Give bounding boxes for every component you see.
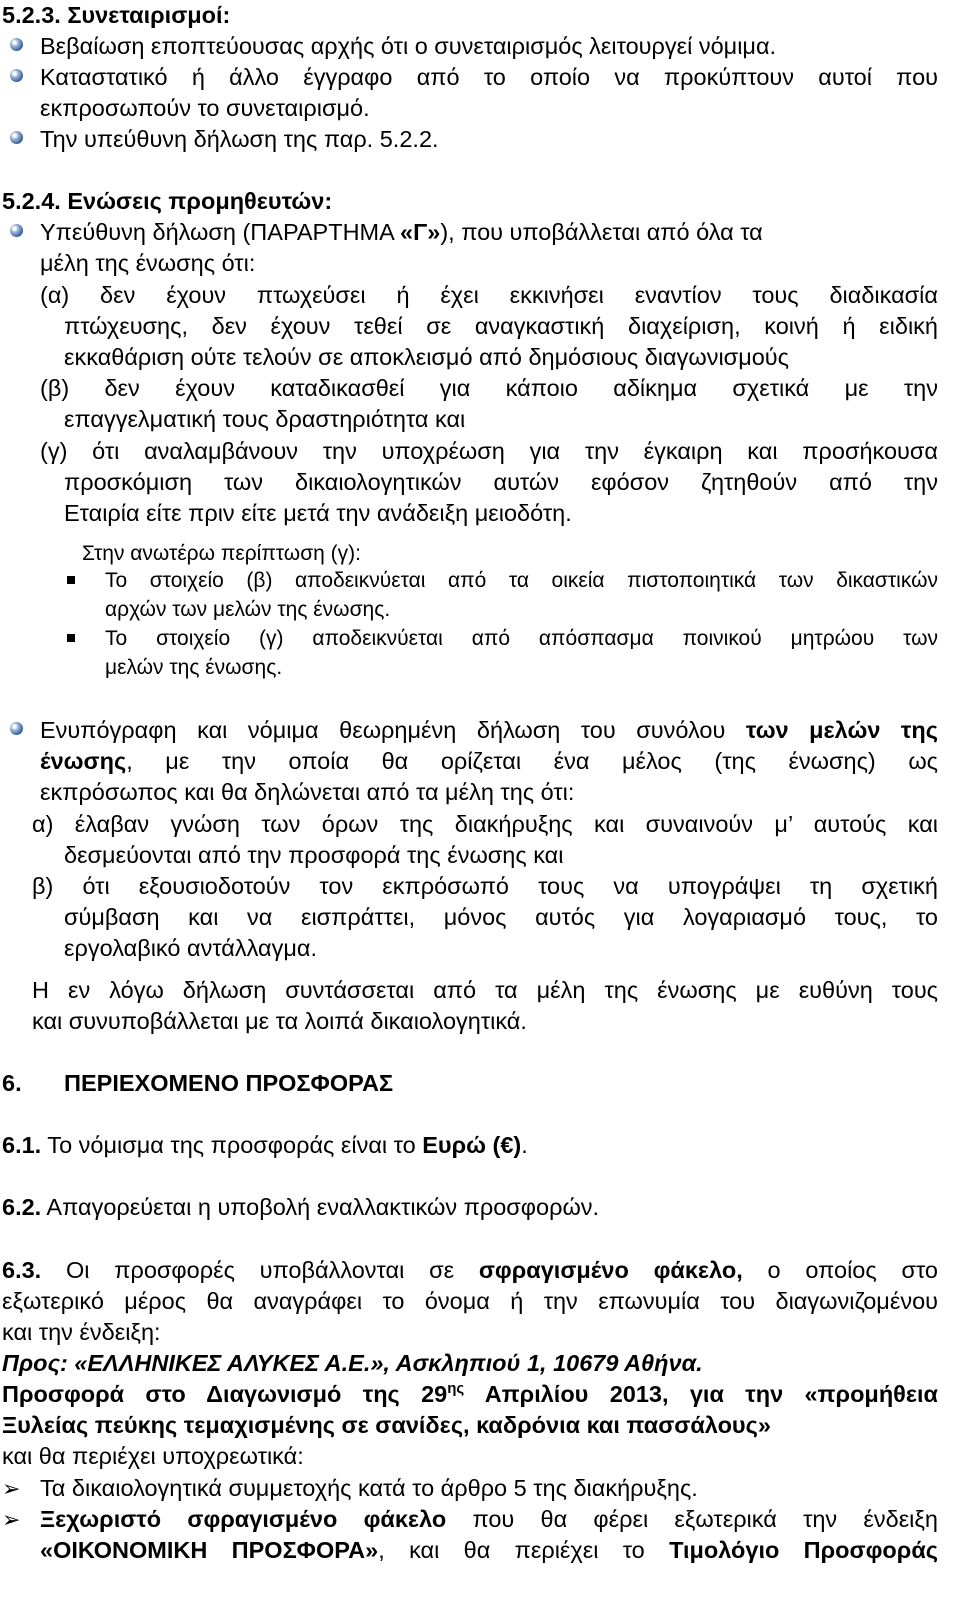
condition-b-cont: επαγγελματική τους δραστηριότητα και (64, 406, 466, 432)
paragraph-6-2: 6.2. Απαγορεύεται η υποβολή εναλλακτικών προσφορών. (2, 1194, 600, 1220)
bullet-icon (10, 131, 23, 144)
condition-a-cont: εκκαθάριση ούτε τελούν σε αποκλεισμό από δημόσιους διαγωνισμούς (64, 344, 789, 370)
condition-c-cont: προσκόμιση των δικαιολογητικών αυτών εφόσον ζητηθούν από την (64, 469, 938, 495)
square-bullet-icon (67, 576, 75, 584)
paragraph-6-3-cont: και την ένδειξη: (2, 1319, 161, 1345)
list-item-continuation: αρχών των μελών της ένωσης. (105, 598, 391, 621)
note-paragraph: Η εν λόγω δήλωση συντάσσεται από τα μέλη της ένωσης με ευθύνη τους (32, 977, 938, 1003)
bullet-icon (10, 69, 23, 82)
bullet-icon (10, 38, 23, 51)
section-title-6: ΠΕΡΙΕΧΟΜΕΝΟ ΠΡΟΣΦΟΡΑΣ (64, 1070, 394, 1096)
list-item-continuation: μελών της ένωσης. (105, 656, 283, 679)
declaration-b-cont: σύμβαση και να εισπράττει, μόνος αυτός για λογαριασμό τους, το (64, 904, 938, 930)
offer-contents-intro: και θα περιέχει υποχρεωτικά: (2, 1443, 304, 1469)
bullet-icon (10, 722, 23, 735)
declaration-a-cont: δεσμεύονται από την προσφορά της ένωσης και (64, 842, 564, 868)
address-line: Προς: «ΕΛΛΗΝΙΚΕΣ ΑΛΥΚΕΣ Α.Ε.», Ασκληπιού 1, 10679 Αθήνα. (2, 1350, 703, 1376)
declaration-a: α) έλαβαν γνώση των όρων της διακήρυξης και συναινούν μ’ αυτούς και (32, 811, 938, 837)
condition-a-cont: πτώχευσης, δεν έχουν τεθεί σε αναγκαστική διαχείριση, κοινή ή ειδική (64, 313, 938, 339)
offer-title: Προσφορά στο Διαγωνισμό της $29^{\eta\varsigma}$ Απριλίου 2013, για την «προμήθεια (2, 1380, 938, 1407)
case-intro: Στην ανωτέρω περίπτωση (γ): (82, 542, 361, 565)
list-item: Καταστατικό ή άλλο έγγραφο από το οποίο να προκύπτουν αυτοί που (40, 64, 938, 90)
list-item-continuation: ένωσης, με την οποία θα ορίζεται ένα μέλος (της ένωσης) ως (40, 748, 938, 774)
arrow-bullet-icon: ➢ (2, 1507, 21, 1532)
section-number-6: 6. (2, 1070, 22, 1096)
list-item: Το στοιχείο (β) αποδεικνύεται από τα οικεία πιστοποιητικά των δικαστικών (105, 569, 938, 592)
condition-a: (α) δεν έχουν πτωχεύσει ή έχει εκκινήσει εναντίον τους διαδικασία (40, 282, 938, 308)
list-item: Τα δικαιολογητικά συμμετοχής κατά το άρθρο 5 της διακήρυξης. (40, 1475, 698, 1501)
condition-c: (γ) ότι αναλαμβάνουν την υποχρέωση για την έγκαιρη και προσήκουσα (40, 438, 938, 464)
list-item-continuation: «ΟΙΚΟΝΟΜΙΚΗ ΠΡΟΣΦΟΡΑ», και θα περιέχει το Τιμολόγιο Προσφοράς (40, 1537, 938, 1563)
list-item: Βεβαίωση εποπτεύουσας αρχής ότι ο συνεταιρισμός λειτουργεί νόμιμα. (40, 33, 777, 59)
list-item: Ξεχωριστό σφραγισμένο φάκελο που θα φέρει εξωτερικά την ένδειξη (40, 1506, 938, 1532)
section-heading-5-2-4: 5.2.4. Ενώσεις προμηθευτών: (2, 188, 333, 214)
note-paragraph-cont: και συνυποβάλλεται με τα λοιπά δικαιολογητικά. (32, 1008, 527, 1034)
section-heading-5-2-3: 5.2.3. Συνεταιρισμοί: (2, 2, 231, 28)
list-item: Την υπεύθυνη δήλωση της παρ. 5.2.2. (40, 126, 439, 152)
list-item-continuation: μέλη της ένωσης ότι: (40, 250, 256, 276)
offer-title-cont: Ξυλείας πεύκης τεμαχισμένης σε σανίδες, καδρόνια και πασσάλους» (2, 1412, 771, 1438)
list-item: Το στοιχείο (γ) αποδεικνύεται από απόσπασμα ποινικού μητρώου των (105, 627, 938, 650)
list-item: Ενυπόγραφη και νόμιμα θεωρημένη δήλωση του συνόλου των μελών της (40, 717, 938, 743)
arrow-bullet-icon: ➢ (2, 1476, 21, 1501)
list-item: Υπεύθυνη δήλωση (ΠΑΡΑΡΤΗΜΑ «Γ»), που υποβάλλεται από όλα τα (40, 219, 763, 245)
list-item-continuation: εκπροσωπούν το συνεταιρισμό. (40, 95, 370, 121)
paragraph-6-1: 6.1. Το νόμισμα της προσφοράς είναι το Ευρώ (€). (2, 1132, 528, 1158)
paragraph-6-3-cont: εξωτερικό μέρος θα αναγράφει το όνομα ή την επωνυμία του διαγωνιζομένου (2, 1288, 938, 1314)
declaration-b: β) ότι εξουσιοδοτούν τον εκπρόσωπό τους να υπογράψει τη σχετική (32, 873, 938, 899)
square-bullet-icon (67, 634, 75, 642)
list-item-continuation: εκπρόσωπος και θα δηλώνεται από τα μέλη της ότι: (40, 779, 575, 805)
condition-b: (β) δεν έχουν καταδικασθεί για κάποιο αδίκημα σχετικά με την (40, 375, 938, 401)
condition-c-cont: Εταιρία είτε πριν είτε μετά την ανάδειξη μειοδότη. (64, 500, 572, 526)
bullet-icon (10, 224, 23, 237)
declaration-b-cont: εργολαβικό αντάλλαγμα. (64, 935, 318, 961)
paragraph-6-3: 6.3. Οι προσφορές υποβάλλονται σε σφραγισμένο φάκελο, ο οποίος στο (2, 1257, 938, 1283)
